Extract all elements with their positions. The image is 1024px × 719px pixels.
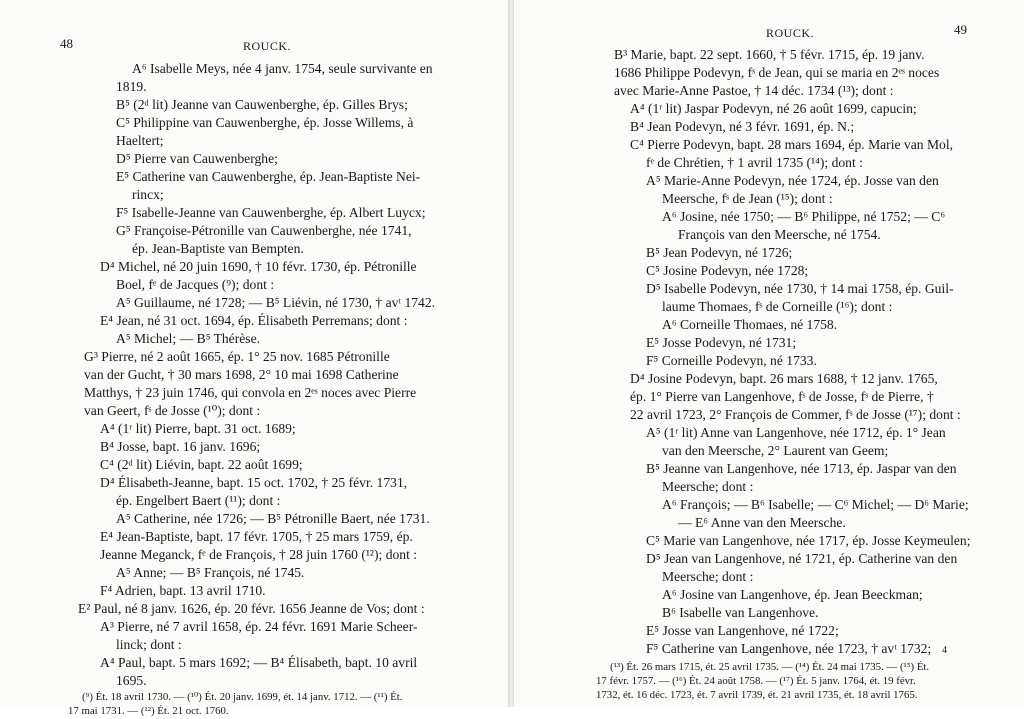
footnote-line: (⁹) Ét. 18 avril 1730. — (¹⁰) Ét. 20 janv. 1699, ét. 14 janv. 1712. — (¹¹) Ét.: [82, 691, 403, 703]
text-line: E⁴ Jean-Baptiste, bapt. 17 févr. 1705, † 25 mars 1759, ép.: [100, 529, 413, 544]
text-line: A⁶ Josine van Langenhove, ép. Jean Beeckman;: [662, 587, 923, 602]
text-line: D⁴ Josine Podevyn, bapt. 26 mars 1688, † 12 janv. 1765,: [630, 371, 938, 386]
footnote-line: 17 févr. 1757. — (¹⁶) Ét. 24 août 1758. — (¹⁷) Ét. 5 janv. 1764, ét. 19 févr.: [596, 675, 916, 687]
right-page-number: 49: [954, 22, 967, 37]
text-line: A³ Pierre, né 7 avril 1658, ép. 24 févr. 1691 Marie Scheer-: [100, 619, 418, 634]
text-line: Meersche; dont :: [662, 569, 754, 584]
text-line: Matthys, † 23 juin 1746, qui convola en 2ᵉˢ noces avec Pierre: [84, 385, 417, 400]
text-line: Meersche; dont :: [662, 479, 754, 494]
text-line: B⁵ Jean Podevyn, né 1726;: [646, 245, 793, 260]
text-line: fᵉ de Chrétien, † 1 avril 1735 (¹⁴); dont :: [646, 155, 863, 170]
text-line: A⁴ (1ʳ lit) Jaspar Podevyn, né 26 août 1699, capucin;: [630, 101, 917, 116]
text-line: François van den Meersche, né 1754.: [678, 227, 881, 242]
right-running-header: ROUCK.: [766, 26, 815, 40]
text-line: F⁵ Catherine van Langenhove, née 1723, † avᵗ 1732;: [646, 641, 932, 656]
text-line: rincx;: [132, 187, 164, 202]
text-line: A⁵ Catherine, née 1726; — B⁵ Pétronille Baert, née 1731.: [116, 511, 430, 526]
text-line: D⁵ Isabelle Podevyn, née 1730, † 14 mai 1758, ép. Guil-: [646, 281, 954, 296]
text-line: E⁴ Jean, né 31 oct. 1694, ép. Élisabeth Perremans; dont :: [100, 313, 408, 328]
text-line: van den Meersche, 2° Laurent van Geem;: [662, 443, 889, 458]
text-line: E⁵ Josse van Langenhove, né 1722;: [646, 623, 839, 638]
right-page: [514, 0, 1024, 707]
text-line: E⁵ Josse Podevyn, né 1731;: [646, 335, 797, 350]
text-line: B⁴ Jean Podevyn, né 3 févr. 1691, ép. N.;: [630, 119, 855, 134]
text-line: G⁵ Françoise-Pétronille van Cauwenberghe, née 1741,: [116, 223, 412, 238]
text-line: van Geert, fˢ de Josse (¹⁰); dont :: [84, 403, 261, 418]
text-line: A⁶ Josine, née 1750; — B⁶ Philippe, né 1752; — C⁶: [662, 209, 946, 224]
text-line: D⁴ Michel, né 20 juin 1690, † 10 févr. 1730, ép. Pétronille: [100, 259, 417, 274]
text-line: A⁵ Michel; — B⁵ Thérèse.: [116, 331, 261, 346]
footnote-line: 1732, ét. 16 déc. 1723, ét. 7 avril 1739, ét. 21 avril 1735, ét. 18 avril 1765.: [596, 689, 918, 701]
text-line: C⁴ Pierre Podevyn, bapt. 28 mars 1694, ép. Marie van Mol,: [630, 137, 954, 152]
text-line: ép. 1° Pierre van Langenhove, fˢ de Josse, fˢ de Pierre, †: [630, 389, 934, 404]
left-page-number: 48: [60, 36, 73, 51]
text-line: B⁴ Josse, bapt. 16 janv. 1696;: [100, 439, 261, 454]
text-line: A⁵ (1ʳ lit) Anne van Langenhove, née 1712, ép. 1° Jean: [646, 425, 946, 440]
text-line: D⁵ Pierre van Cauwenberghe;: [116, 151, 278, 166]
text-line: B⁶ Isabelle van Langenhove.: [662, 605, 819, 620]
left-page: [0, 0, 508, 717]
footnote-line: 17 mai 1731. — (¹²) Ét. 21 oct. 1760.: [68, 705, 229, 717]
text-line: — E⁶ Anne van den Meersche.: [678, 515, 846, 530]
text-line: E⁵ Catherine van Cauwenberghe, ép. Jean-Baptiste Nei-: [116, 169, 421, 184]
text-line: A⁵ Marie-Anne Podevyn, née 1724, ép. Josse van den: [646, 173, 939, 188]
text-line: linck; dont :: [116, 637, 182, 652]
text-line: A⁶ Corneille Thomaes, né 1758.: [662, 317, 838, 332]
text-line: A⁶ François; — B⁶ Isabelle; — C⁶ Michel; — D⁶ Marie;: [662, 497, 969, 512]
text-line: C⁴ (2ᵈ lit) Liévin, bapt. 22 août 1699;: [100, 457, 303, 472]
text-line: G³ Pierre, né 2 août 1665, ép. 1° 25 nov. 1685 Pétronille: [84, 349, 390, 364]
text-line: A⁵ Anne; — B⁵ François, né 1745.: [116, 565, 305, 580]
text-line: A⁴ (1ʳ lit) Pierre, bapt. 31 oct. 1689;: [100, 421, 296, 436]
text-line: laume Thomaes, fˢ de Corneille (¹⁶); dont :: [662, 299, 893, 314]
text-line: F⁴ Adrien, bapt. 13 avril 1710.: [100, 583, 266, 598]
text-line: A⁵ Guillaume, né 1728; — B⁵ Liévin, né 1730, † avᵗ 1742.: [116, 295, 436, 310]
footnote-line: (¹³) Ét. 26 mars 1715, ét. 25 avril 1735. — (¹⁴) Ét. 24 mai 1735. — (¹⁵) Ét.: [610, 661, 930, 673]
text-line: Jeanne Meganck, fᵉ de François, † 28 juin 1760 (¹²); dont :: [100, 547, 418, 562]
text-line: ép. Jean-Baptiste van Bempten.: [132, 241, 304, 256]
left-running-header: ROUCK.: [243, 39, 292, 53]
text-line: A⁶ Isabelle Meys, née 4 janv. 1754, seule survivante en: [132, 61, 433, 76]
text-line: A⁴ Paul, bapt. 5 mars 1692; — B⁴ Élisabeth, bapt. 10 avril: [100, 655, 418, 670]
text-line: van der Gucht, † 30 mars 1698, 2° 10 mai 1698 Catherine: [84, 367, 399, 382]
text-line: D⁵ Jean van Langenhove, né 1721, ép. Catherine van den: [646, 551, 958, 566]
text-line: 1819.: [116, 79, 147, 94]
signature-mark: 4: [942, 645, 947, 656]
text-line: Meersche, fˢ de Jean (¹⁵); dont :: [662, 191, 833, 206]
text-line: B⁵ (2ᵈ lit) Jeanne van Cauwenberghe, ép. Gilles Brys;: [116, 97, 408, 112]
text-line: B³ Marie, bapt. 22 sept. 1660, † 5 févr. 1715, ép. 19 janv.: [614, 47, 925, 62]
text-line: E² Paul, né 8 janv. 1626, ép. 20 févr. 1656 Jeanne de Vos; dont :: [78, 601, 425, 616]
text-line: B⁵ Jeanne van Langenhove, née 1713, ép. Jaspar van den: [646, 461, 957, 476]
text-line: C⁵ Josine Podevyn, née 1728;: [646, 263, 809, 278]
text-line: F⁵ Corneille Podevyn, né 1733.: [646, 353, 817, 368]
text-line: avec Marie-Anne Pastoe, † 14 déc. 1734 (¹³); dont :: [614, 83, 894, 98]
text-line: Boel, fᵉ de Jacques (⁹); dont :: [116, 277, 275, 292]
text-line: Haeltert;: [116, 133, 164, 148]
text-line: C⁵ Philippine van Cauwenberghe, ép. Josse Willems, à: [116, 115, 414, 130]
text-line: D⁴ Élisabeth-Jeanne, bapt. 15 oct. 1702, † 25 févr. 1731,: [100, 475, 408, 490]
text-line: 22 avril 1723, 2° François de Commer, fˢ de Josse (¹⁷); dont :: [630, 407, 961, 422]
text-line: C⁵ Marie van Langenhove, née 1717, ép. Josse Keymeulen;: [646, 533, 971, 548]
text-line: F⁵ Isabelle-Jeanne van Cauwenberghe, ép. Albert Luycx;: [116, 205, 426, 220]
text-line: 1695.: [116, 673, 147, 688]
text-line: 1686 Philippe Podevyn, fˢ de Jean, qui se maria en 2ᵉˢ noces: [614, 65, 940, 80]
text-line: ép. Engelbert Baert (¹¹); dont :: [116, 493, 281, 508]
